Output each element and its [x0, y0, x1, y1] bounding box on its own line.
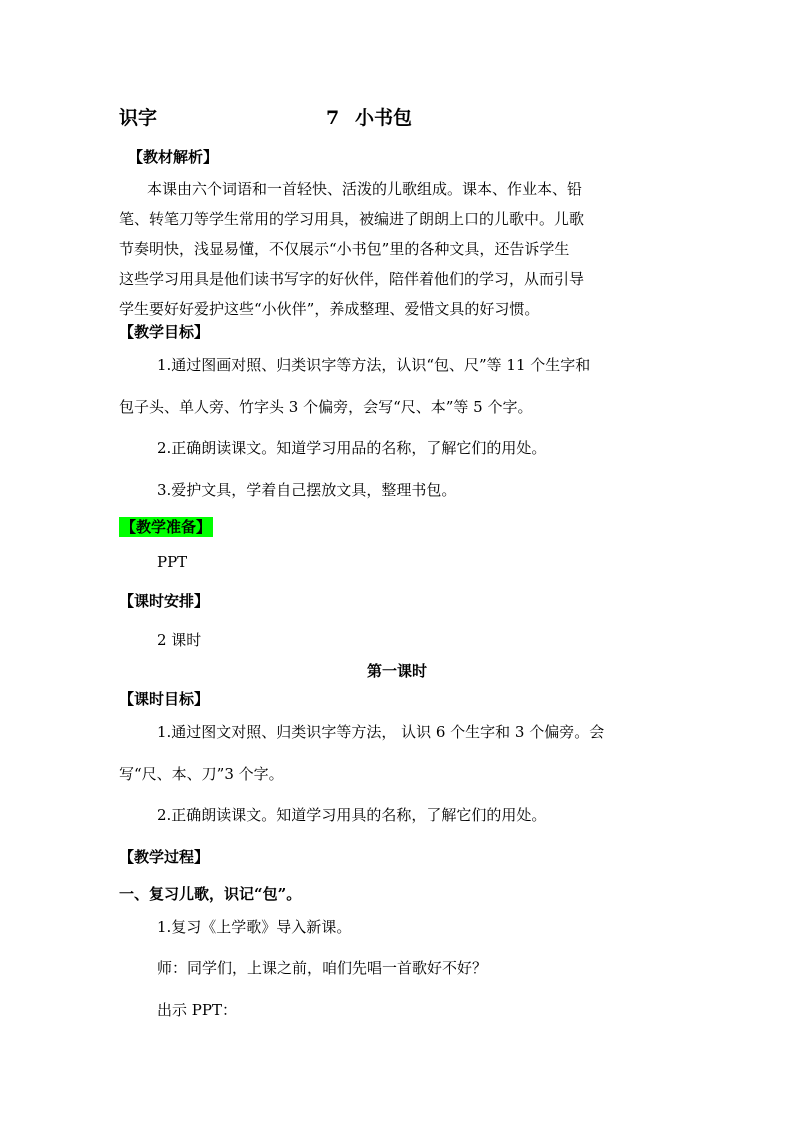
objective-item-3: 3.爱护文具，学着自己摆放文具，整理书包。 [157, 481, 457, 499]
lesson-objective-1-cont: 写“尺、本、刀”3 个字。 [119, 765, 284, 783]
analysis-line-1: 本课由六个词语和一首轻快、活泼的儿歌组成。课本、作业本、铅 [147, 180, 583, 198]
objective-item-2: 2.正确朗读课文。知道学习用品的名称，了解它们的用处。 [157, 439, 547, 457]
step-one-line-2: 师：同学们，上课之前，咱们先唱一首歌好不好？ [157, 959, 488, 977]
first-lesson-title: 第一课时 [366, 662, 427, 680]
category-label: 识字 [119, 107, 158, 129]
preparation-heading [119, 517, 213, 537]
preparation-heading-highlight: 【教学准备】 [121, 518, 212, 536]
schedule-heading: 【课时安排】 [119, 592, 210, 610]
preparation-content: PPT [157, 553, 188, 571]
objectives-heading: 【教学目标】 [119, 323, 210, 341]
analysis-heading: 【教材解析】 [128, 148, 219, 166]
analysis-line-3: 节奏明快，浅显易懂，不仅展示“小书包”里的各种文具，还告诉学生 [119, 240, 570, 258]
objective-item-1: 1.通过图画对照、归类识字等方法，认识“包、尺”等 11 个生字和 [157, 356, 591, 374]
objective-item-1-cont: 包子头、单人旁、竹字头 3 个偏旁，会写“尺、本”等 5 个字。 [119, 398, 533, 416]
analysis-line-4: 这些学习用具是他们读书写字的好伙伴，陪伴着他们的学习，从而引导 [119, 270, 585, 288]
analysis-line-5: 学生要好好爱护这些“小伙伴”，养成整理、爱惜文具的好习惯。 [119, 300, 540, 318]
step-one-title: 一、复习儿歌，识记“包”。 [119, 885, 302, 903]
lesson-title: 小书包 [355, 107, 413, 129]
lesson-objectives-heading: 【课时目标】 [119, 690, 210, 708]
process-heading: 【教学过程】 [119, 848, 210, 866]
step-one-line-3: 出示 PPT： [157, 1001, 237, 1019]
schedule-content: 2 课时 [157, 631, 202, 649]
lesson-objective-1: 1.通过图文对照、归类识字等方法， 认识 6 个生字和 3 个偏旁。会 [157, 723, 605, 741]
analysis-line-2: 笔、转笔刀等学生常用的学习用具，被编进了朗朗上口的儿歌中。儿歌 [119, 210, 585, 228]
step-one-line-1: 1.复习《上学歌》导入新课。 [157, 918, 352, 936]
lesson-objective-2: 2.正确朗读课文。知道学习用具的名称，了解它们的用处。 [157, 806, 547, 824]
lesson-number: 7 [326, 107, 340, 129]
